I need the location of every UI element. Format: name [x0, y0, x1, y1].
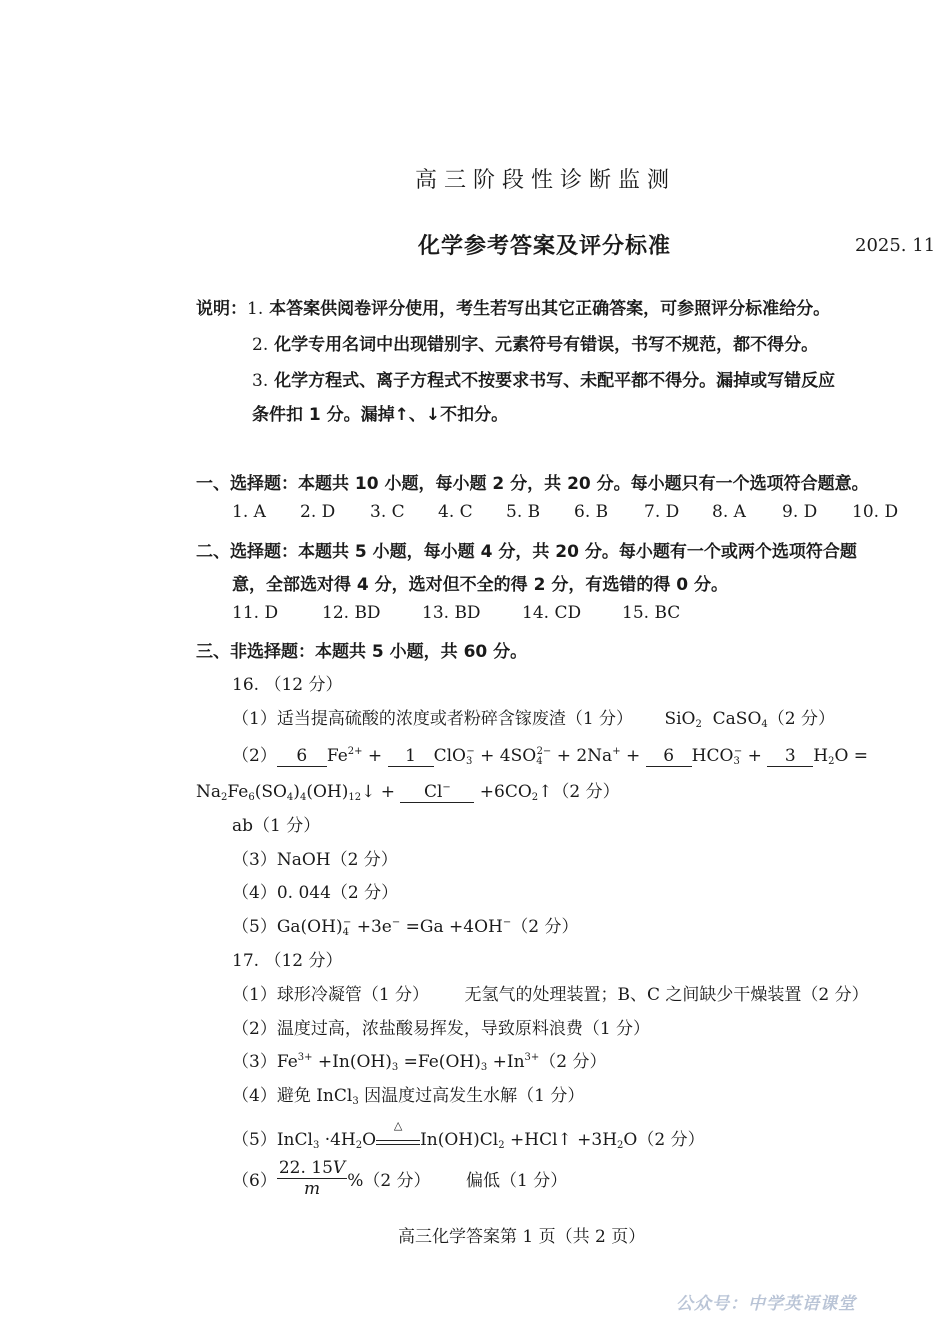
answer-13: 13. BD [422, 603, 481, 623]
q17-part4-a: （4）避免 InCl [232, 1086, 353, 1106]
section1-answers [232, 502, 898, 522]
document-title: 化学参考答案及评分标准 [418, 234, 672, 259]
q17-part6-label: （6） [232, 1171, 277, 1191]
answer-14: 14. CD [522, 603, 582, 623]
q16-part5: $(5)Ga(OH)_4^- +3e^- =Ga +4OH^-(2$ 分） [232, 917, 579, 938]
notes-line-3 [252, 366, 835, 391]
q16-blank-2: 1 [388, 746, 434, 767]
q17-part5-score: （2 分） [637, 1130, 705, 1150]
answer-12: 12. BD [322, 603, 381, 623]
answer-1: 1. A [232, 502, 266, 522]
q17-part5-label: （5） [232, 1130, 277, 1150]
section1-title: 一、选择题：本题共 10 小题，每小题 2 分，共 20 分。每小题只有一个选项符合题意。 [196, 474, 869, 494]
q16-part1-formulas: SiO$_2$ CaSO$_4$ [664, 709, 768, 730]
q16-part5-label: （5） [232, 917, 277, 937]
q17-part5: （5）InCl$_3$ $\cdot 4H_2O$ △ $In(OH)Cl_2$ +HCl↑ $+3H_2O(2$ 分） [232, 1119, 705, 1151]
q16-part5-score: （2 分） [511, 917, 579, 937]
q16-blank-3: 6 [646, 746, 692, 767]
note-3-num: 3. [252, 371, 269, 391]
q16-part4: （4）0. 044（2 分） [232, 883, 399, 903]
q17-part1-a: （1）球形冷凝管（1 分） [232, 985, 430, 1005]
answer-8: 8. A [712, 502, 746, 522]
q16-blank-5: Cl− [400, 782, 474, 803]
q16-part1-text: （1）适当提高硫酸的浓度或者粉碎含镓废渣（1 分） [232, 709, 634, 729]
section3-title: 三、非选择题：本题共 5 小题，共 60 分。 [196, 642, 528, 662]
page-footer: 高三化学答案第 1 页（共 2 页） [398, 1227, 646, 1247]
answer-11: 11. D [232, 603, 279, 623]
q17-part6-fraction: $\frac{22. 15V}{m}$ [278, 1158, 346, 1199]
answer-6: 6. B [574, 502, 609, 522]
q17-part3-score: （2 分） [539, 1052, 607, 1072]
q16-part1-score: （2 分） [767, 709, 836, 729]
note-3-text-cont: 条件扣 1 分。漏掉↑、↓不扣分。 [252, 405, 509, 425]
q17-part4-b: 因温度过高发生水解（1 分） [364, 1086, 585, 1106]
q17-part2: （2）温度过高，浓盐酸易挥发，导致原料浪费（1 分） [232, 1019, 651, 1039]
section2-title-cont: 意，全部选对得 4 分，选对但不全的得 2 分，有选错的得 0 分。 [232, 575, 728, 595]
note-1-num: 1. [247, 299, 264, 319]
answer-7: 7. D [644, 502, 680, 522]
answer-2: 2. D [300, 502, 336, 522]
note-2-num: 2. [252, 335, 269, 355]
section2-title: 二、选择题：本题共 5 小题，每小题 4 分，共 20 分。每小题有一个或两个选项符合题 [196, 542, 857, 562]
q16-blank-4: 3 [767, 746, 813, 767]
q17-part1-b: 无氢气的处理装置；B、C 之间缺少干燥装置（2 分） [464, 985, 869, 1005]
q17-part6-b: 偏低（1 分） [465, 1171, 568, 1191]
q16-part2-equation-cont: $Na_2Fe_6(SO_4)_4(OH)_{12}↓ + Cl^-$ $+6CO_2↑(2$ 分） [196, 782, 620, 803]
q16-part1 [232, 704, 835, 730]
answer-9: 9. D [782, 502, 818, 522]
q17-part3: $(3)Fe^{3+} +In(OH)_3 =Fe(OH)_3 +In^{3+}(2$ 分） [232, 1052, 607, 1073]
q16-part2-equation: （2） 6 $Fe^{2+} + 1$ $ClO_3^- + 4SO_4^{2-} + 2Na^+ + 6$ $HCO_3^- + 3$ $H_2O$ = [232, 746, 869, 767]
answer-3: 3. C [370, 502, 405, 522]
q17-part3-label: （3） [232, 1052, 277, 1072]
document-date: 2025. 11 [855, 235, 936, 256]
q16-part2-label: （2） [232, 746, 277, 766]
q17-part4: （4）避免 InCl$_3$ 因温度过高发生水解（1 分） [232, 1086, 585, 1107]
heating-symbol: △ [376, 1132, 420, 1145]
answer-15: 15. BC [622, 603, 681, 623]
note-3-text: 化学方程式、离子方程式不按要求书写、未配平都不得分。漏掉或写错反应 [274, 371, 836, 391]
q16-part2-score: （2 分） [552, 782, 620, 802]
q17-heading: 17. （12 分） [232, 951, 343, 971]
watermark: 公众号：中学英语课堂 [676, 1294, 856, 1314]
q16-part3: （3）NaOH（2 分） [232, 850, 398, 870]
q16-heading: 16. （12 分） [232, 675, 343, 695]
answer-4: 4. C [438, 502, 473, 522]
note-1-text: 本答案供阅卷评分使用，考生若写出其它正确答案，可参照评分标准给分。 [269, 299, 831, 319]
notes-label: 说明： [196, 299, 247, 319]
section2-answers [232, 603, 680, 623]
q17-part6 [232, 1158, 567, 1199]
q17-part6-score: %（2 分） [347, 1171, 431, 1191]
notes-line-2 [252, 330, 818, 355]
q16-blank-1: 6 [277, 746, 327, 767]
q16-part2-ab: ab（1 分） [232, 816, 321, 836]
q17-part1 [232, 980, 869, 1005]
exam-header: 高三阶段性诊断监测 [415, 168, 677, 193]
answer-10: 10. D [852, 502, 899, 522]
note-2-text: 化学专用名词中出现错别字、元素符号有错误，书写不规范，都不得分。 [274, 335, 819, 355]
answer-5: 5. B [506, 502, 541, 522]
notes-line-1 [196, 294, 830, 319]
